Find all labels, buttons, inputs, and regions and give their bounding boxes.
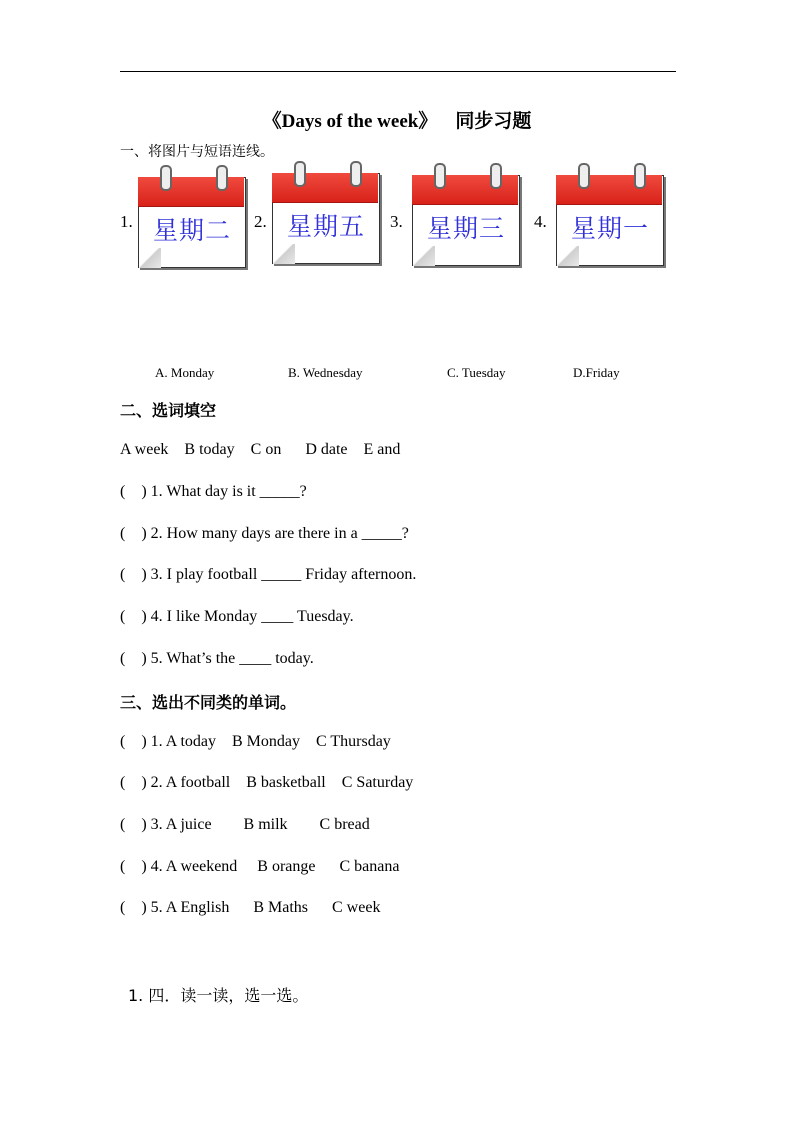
option-d: D.Friday [573, 365, 620, 380]
option-a: A. Monday [155, 365, 215, 380]
calendar-text-1: 星期二 [152, 216, 231, 245]
section4-heading: 1. 四．读一读，选一选。 [128, 986, 309, 1005]
title-chinese: 同步习题 [455, 111, 532, 132]
title-english: 《Days of the week》 [262, 111, 438, 132]
calendar-wednesday [412, 175, 520, 267]
calendar-friday [272, 173, 380, 265]
page-title [0, 106, 794, 133]
section2-question-3: ( ) 3. I play football _____ Friday afternoon. [120, 566, 417, 583]
section2-question-2: ( ) 2. How many days are there in a _____? [120, 525, 409, 542]
section3-question-1: ( ) 1. A today B Monday C Thursday [120, 733, 391, 750]
section2-heading: 二、选词填空 [120, 401, 217, 420]
section3-heading: 三、选出不同类的单词。 [120, 693, 297, 712]
calendar-text-4: 星期一 [570, 214, 649, 243]
calendar-tuesday [138, 177, 246, 269]
calendar-number-3: 3. [390, 212, 403, 231]
header-rule [120, 71, 676, 72]
section2-question-5: ( ) 5. What’s the ____ today. [120, 650, 314, 667]
section3-question-4: ( ) 4. A weekend B orange C banana [120, 858, 400, 875]
option-b: B. Wednesday [288, 365, 363, 380]
calendar-text-2: 星期五 [286, 212, 365, 241]
calendar-number-2: 2. [254, 212, 267, 231]
section2-question-1: ( ) 1. What day is it _____? [120, 483, 307, 500]
section2-question-4: ( ) 4. I like Monday ____ Tuesday. [120, 608, 354, 625]
section2-choices: A week B today C on D date E and [120, 441, 401, 458]
calendar-monday [556, 175, 664, 267]
calendar-text-3: 星期三 [426, 214, 505, 243]
section3-question-3: ( ) 3. A juice B milk C bread [120, 816, 370, 833]
section3-question-2: ( ) 2. A football B basketball C Saturday [120, 774, 414, 791]
calendar-number-4: 4. [534, 212, 547, 231]
section3-question-5: ( ) 5. A English B Maths C week [120, 899, 381, 916]
calendar-number-1: 1. [120, 212, 133, 231]
section1-heading: 一、将图片与短语连线。 [120, 144, 274, 160]
option-c: C. Tuesday [447, 365, 506, 380]
